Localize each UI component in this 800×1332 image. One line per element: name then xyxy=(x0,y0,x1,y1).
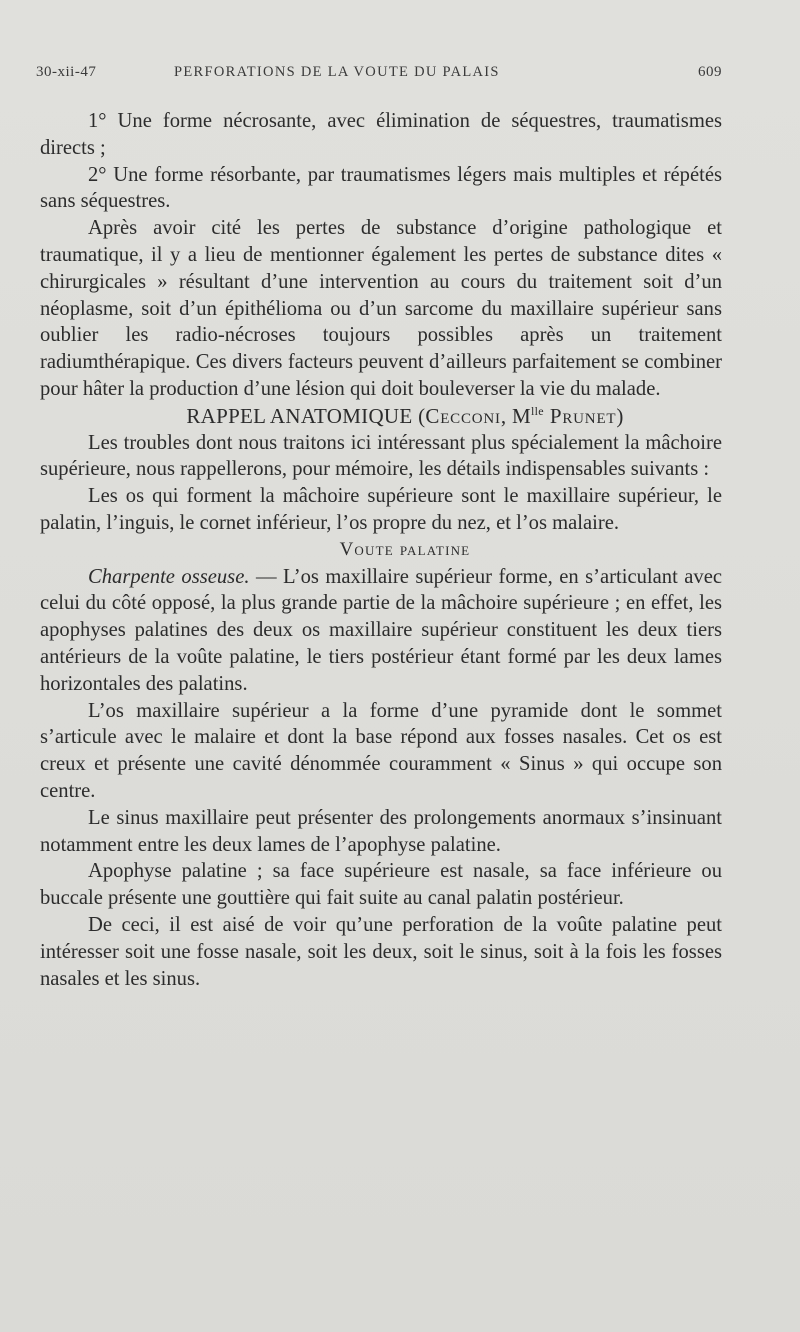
section-heading xyxy=(40,403,722,430)
heading-separator: , xyxy=(500,403,512,428)
subsection-heading-initial: V xyxy=(339,538,355,560)
paragraph: L’os maxillaire supérieur a la forme d’une pyramide dont le sommet s’articule avec le malaire et dont la base répond aux fosses nasales. Cet os est creux et présente une cavité dénommée couramment « Sinus » qui occupe son centre. xyxy=(40,699,722,802)
paragraph: 1° Une forme nécrosante, avec élimination de séquestres, traumatismes directs ; xyxy=(40,110,722,159)
paragraph: Les troubles dont nous traitons ici intéressant plus spécialement la mâchoire supérieure, nous rappellerons, pour mémoire, les détails indispensables suivants : xyxy=(40,431,722,481)
paragraph-charpente xyxy=(40,564,722,698)
heading-title-sup: lle xyxy=(530,403,544,418)
running-head-title: PERFORATIONS DE LA VOUTE DU PALAIS xyxy=(174,64,500,80)
paragraph-lead: Charpente osseuse. xyxy=(88,565,250,588)
heading-paren: ) xyxy=(616,403,624,428)
paragraph: De ceci, il est aisé de voir qu’une perforation de la voûte palatine peut intéresser soit une fosse nasale, soit les deux, soit le sinus, soit à la fois les fosses nasales et les sinus. xyxy=(40,913,722,990)
body-text xyxy=(40,108,722,992)
heading-title-prefix: M xyxy=(511,403,531,428)
running-head xyxy=(36,64,722,88)
paragraph: 2° Une forme résorbante, par traumatismes légers mais multiples et répétés sans séquestres. xyxy=(40,163,722,213)
running-head-date: 30-xii-47 xyxy=(36,64,97,80)
section-heading-title: RAPPEL ANATOMIQUE xyxy=(186,403,413,428)
heading-author-2: Prunet xyxy=(543,403,617,428)
heading-paren: ( xyxy=(418,403,426,428)
heading-author-1: Cecconi xyxy=(425,403,501,428)
page-number: 609 xyxy=(698,64,722,80)
paragraph: Après avoir cité les pertes de substance d’origine pathologique et traumatique, il y a lieu de mentionner également les pertes de substance dites « chirurgicales » résultant d’une intervention au cours du traitement soit d’un néoplasme, soit d’un épithélioma ou d’un sarcome du maxillaire supérieur sans oublier les radio-nécroses toujours possibles après un traitement radiumthérapique. Ces divers facteurs peuvent d’ailleurs parfaitement se combiner pour hâter la production d’une lésion qui doit bouleverser la vie du malade. xyxy=(40,217,722,400)
paragraph: Le sinus maxillaire peut présenter des prolongements anormaux s’insinuant notamment entre les deux lames de l’apophyse palatine. xyxy=(40,806,722,856)
subsection-heading-rest: oute palatine xyxy=(354,538,471,560)
paragraph: Les os qui forment la mâchoire supérieure sont le maxillaire supérieur, le palatin, l’inguis, le cornet inférieur, l’os propre du nez, et l’os malaire. xyxy=(40,485,722,534)
subsection-heading xyxy=(40,537,722,564)
paragraph: Apophyse palatine ; sa face supérieure est nasale, sa face inférieure ou buccale présente une gouttière qui fait suite au canal palatin postérieur. xyxy=(40,860,722,910)
paragraph-body: — L’os maxillaire supérieur forme, en s’articulant avec celui du côté opposé, la plus grande partie de la mâchoire supérieure ; en effet, les apophyses palatines des deux os maxillaire supérieur constituent les deux tiers antérieurs de la voûte palatine, le tiers postérieur étant formé par les deux lames horizontales des palatins. xyxy=(40,565,723,695)
